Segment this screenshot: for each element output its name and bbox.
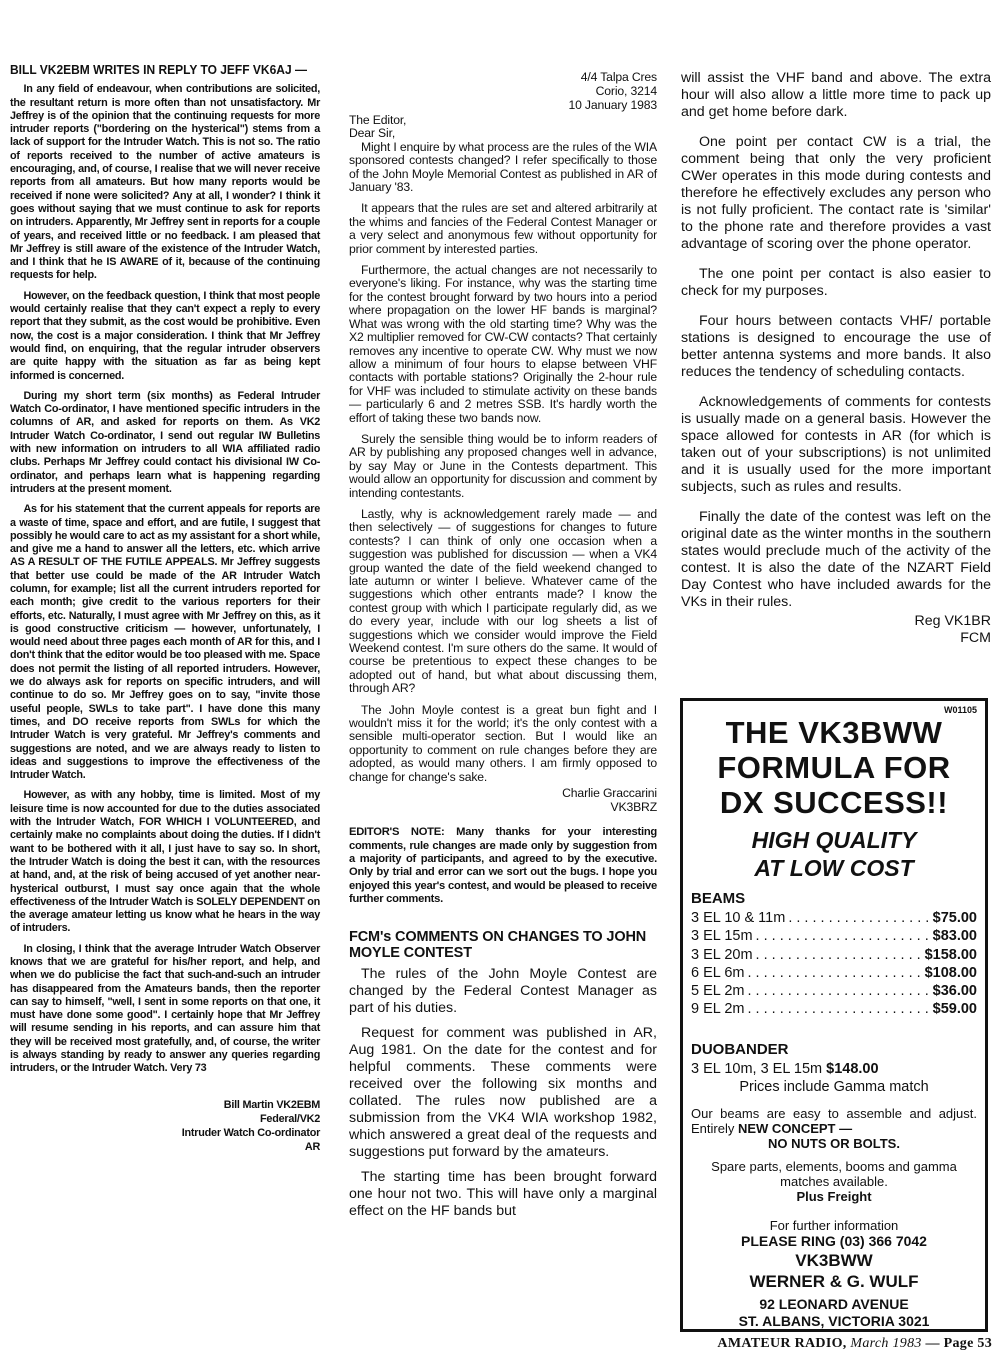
page-footer — [650, 1336, 992, 1352]
price-list — [691, 909, 977, 1019]
duobander-price: $148.00 — [826, 1060, 879, 1077]
paragraph: The starting time has been brought forward one hour not two. This will have only a marginal effect on the HF bands but — [349, 1168, 657, 1219]
letter-vk3brz — [349, 70, 657, 1228]
paragraph: In any field of endeavour, when contributions are solicited, the resultant return is more often than not unsatisfactory. Mr Jeffrey is of the opinion that the continuing requests for more intruder reports ("bordering on the hysterical") stems from a lack of support for the Intruder Watch. This is not so. The ratio of reports received to the number of active amateurs is encouraging, and, of course, I realise that we will never receive reports from all amateurs. But how many reports would be received if none were solicited? Any at all, I wonder? I think it goes without saying that we must continue to ask for reports on intruders. Apparently, Mr Jeffrey sent in reports for a couple of years, and received little or no feedback. I am pleased that Mr Jeffrey is still aware of the existence of the Intruder Watch, and I think that he IS AWARE of it, because of the continuing requests for help. — [10, 83, 321, 282]
paragraph: The rules of the John Moyle Contest are changed by the Federal Contest Manager as part of his duties. — [349, 965, 657, 1016]
price-row — [691, 964, 977, 982]
item-price: $108.00 — [924, 964, 977, 981]
address-line: Corio, 3214 — [595, 84, 657, 98]
ad-subhead — [691, 826, 977, 882]
paragraph: Surely the sensible thing would be to inform readers of AR by publishing any proposed changes well in advance, by say May or June in the Contests department. This would allow an opportunity for discussion and comment by intending contestants. — [349, 431, 657, 500]
salutation: The Editor, — [349, 113, 407, 127]
paragraph: Furthermore, the actual changes are not necessarily to everyone's liking. For instance, why was the starting time for the contest brought forward by two hours into a period where propagation on the lower HF bands is marginal? What was wrong with the old starting time? Why was the X2 multiplier removed for CW-CW contacts? That certainly removes any incentive to operate CW. Why must we now allow a minimum of four hours to elapse between VHF contacts with portable stations? Originally the 2-hour rule for VHF was included to stimulate activity on these bands — particularly 6 and 2 metres SSB. It's hardly worth the effort of taking these two bands now. — [349, 263, 657, 425]
ad-further: For further information — [769, 1217, 899, 1233]
paragraph: Request for comment was published in AR, Aug 1981. On the date for the contest and for helpful comments. These comments were received over the following six months and collated. The rules now published are a submission from the VK4 WIA workshop 1982, which answered a great deal of the requests and suggestions put forward by the amateurs. — [349, 1024, 657, 1160]
item-price: $59.00 — [932, 1001, 977, 1018]
item-price: $83.00 — [932, 928, 977, 945]
ad-freight: Plus Freight — [796, 1188, 872, 1204]
leader-dots — [756, 946, 922, 964]
price-row — [691, 1000, 977, 1018]
duobander-note: Prices include Gamma match — [739, 1078, 929, 1095]
paragraph: It appears that the rules are set and altered arbitrarily at the whims and fancies of the Federal Contest Manager or a very select and anonymous few without opportunity for prior comment by interested parties. — [349, 201, 657, 256]
signature-line: AR — [304, 1140, 321, 1153]
signature-line: Reg VK1BR — [914, 613, 991, 629]
paragraph: One point per contact CW is a trial, the comment being that only the very proficient CWer operates in this mode during contests and therefore he effectively excludes any person who is not fully proficient. The contact rate is 'similar' to the phone rate and therefore provides a vast advantage of scoring over the phone operator. — [681, 134, 991, 252]
item-label: 6 EL 6m — [691, 964, 745, 981]
item-price: $75.00 — [932, 910, 977, 926]
fcm-comments-continued — [681, 70, 991, 647]
headline-line: FORMULA FOR — [717, 750, 951, 785]
item-price: $158.00 — [924, 946, 977, 963]
magazine-name: AMATEUR RADIO, — [717, 1336, 847, 1351]
ad-names: WERNER & G. WULF — [749, 1271, 919, 1291]
page-number: — Page 53 — [925, 1336, 992, 1351]
item-label: 3 EL 10 & 11m — [691, 910, 786, 926]
paragraph: Might I enquire by what process are the rules of the WIA sponsored contests changed? I refer specifically to those of the John Moyle Memorial Contest as published in AR of January '83. — [349, 139, 657, 195]
paragraph: However, as with any hobby, time is limited. Most of my leisure time is now accounted for due to the duties associated with the Intruder Watch, FOR WHICH I VOLUNTEERED, and certainly make no complaints about doing the duties. If I didn't want to be bothered with it all, I just have to say so. In short, the Intruder Watch is doing the best it can, with the resources at hand, and, at the risk of being accused of yet another near-hysterical outburst, I must say once again that the whole effectiveness of the Intruder Watch is SOLELY DEPENDENT on the average amateur letting us know what he hears in the way of intruders. — [10, 789, 321, 935]
ad-phone: PLEASE RING (03) 366 7042 — [741, 1232, 927, 1249]
address-line: 4/4 Talpa Cres — [580, 70, 657, 84]
headline-line: THE VK3BWW — [725, 715, 943, 750]
ad-town: ST. ALBANS, VICTORIA 3021 — [738, 1312, 930, 1329]
leader-dots — [756, 927, 930, 945]
signature-line: FCM — [960, 630, 991, 646]
paragraph: However, on the feedback question, I think that most people would certainly realise that they can't expect a reply to every report that they submit, as the cost would be prohibitive. Even now, the cost is a major consideration. I think that Mr Jeffrey would find, on enquiring, that the regular intruder observers are quite happy with the situation as far as being kept informed is concerned. — [10, 289, 321, 382]
salutation: Dear Sir, — [349, 126, 396, 141]
section-heading: FCM's COMMENTS ON CHANGES TO JOHN MOYLE CONTEST — [349, 928, 647, 962]
paragraph: Finally the date of the contest was left on the original date as the winter months in the southern states would preclude much of the activity of the contest. It is also the date of the NZART Field Day Contest who have included awards for the VKs in their rules. — [681, 509, 991, 610]
signature-line: Intruder Watch Co-ordinator — [181, 1126, 321, 1139]
paragraph: As for his statement that the current appeals for reports are a waste of time, space and effort, and are futile, I suggest that possibly he would care to act as my assistant for a short while, and give me a hand to answer all the letters, etc. which arrive AS A RESULT OF THE FUTILE APPEALS. Mr Jeffrey suggests that better use could be made of the AR Intruder Watch column, for example; list all the current intruders reported for each month; give credit to the various reporters for their efforts, etc. Naturally, I must agree with Mr Jeffrey on this, as it is good constructive criticism — however, unfortunately, I would need about three pages each month of AR for this, and I don't think that the editor would be too pleased with me. Space does not permit the listing of all reported intruders. However, we do always ask for reports on specific intruders, and will continue to do so. Mr Jeffrey goes on to say, "invite those useful people, SWLs to take part". I have done this many times, and DO receive reports from SWLs for which the Intruder Watch is very grateful. Mr Jeffrey's comments and suggestions are noted, and we are always ready to listen to ideas and suggestions to improve the effectiveness of the Intruder Watch. — [10, 503, 321, 782]
easy-new-concept: NEW CONCEPT — — [737, 1120, 853, 1136]
ad-easy-text — [691, 1106, 977, 1136]
paragraph: In closing, I think that the average Intruder Watch Observer knows that we are grateful for his/her report, and help, and when we do publicise the fact that such-and-such an intruder has disappeared from the Amateurs bands, then the reporter can say to himself, "well, I sent in some reports on that one, it must have done some good". I certainly hope that Mr Jeffrey will resume sending in his reports, and can assure him that they will be received most gratefully, and, of course, the writer is always standing by ready to answer any queries regarding intruders, or the Intruder Watch. Very 73 — [10, 942, 321, 1075]
issue-date: March 1983 — [850, 1336, 922, 1351]
price-row — [691, 982, 977, 1000]
item-label: 3 EL 15m — [691, 928, 753, 945]
paragraph: Lastly, why is acknowledgement rarely made — and then selectively — of suggestions for changes to future contests? I can think of only one occasion when a suggestion was published for discussion — when a VK4 group wanted the date of the field weekend changed to late autumn or winter I believe. Whatever came of the suggestions which other entrants made? I know the contest group with which I participate regularly did, as we do every year, include with our log sheets a list of suggestions which we consider would improve the Field Weekend contest. I'm sure others do the same. It would of course be pretentious to expect these changes to be adopted out of hand, but what about discussing them, through AR? — [349, 506, 657, 696]
letter-vk2ebm — [10, 64, 320, 1154]
item-price: $36.00 — [932, 983, 977, 1000]
paragraph: The John Moyle contest is a great bun fight and I wouldn't miss it for the world; it's the only contest with a sensible multi-operator section. But I would like an opportunity to comment on rule changes before they are adopted, as would many others. I am firmly opposed to change for change's sake. — [349, 702, 657, 784]
item-label: 9 EL 2m — [691, 1001, 745, 1018]
duobander-desc: 3 EL 10m, 3 EL 15m — [691, 1060, 823, 1077]
duobander-line — [691, 1060, 977, 1078]
paragraph: During my short term (six months) as Federal Intruder Watch Co-ordinator, I have mentioned specific intruders in the columns of AR, and asked for reports on them. As VK2 Intruder Watch Co-ordinator, I send out regular IW Bulletins with new information on intruders to all WIA affiliated radio clubs. Perhaps Mr Jeffrey could contact his divisional IW Co-ordinator, and perhaps learn what is happening regarding intruders at the present moment. — [10, 389, 321, 495]
leader-dots — [788, 909, 929, 927]
signature-line: Charlie Graccarini — [562, 786, 657, 801]
price-row — [691, 909, 977, 927]
easy-nuts: NO NUTS OR BOLTS. — [768, 1135, 900, 1151]
headline-line: DX SUCCESS!! — [719, 785, 949, 820]
duobander-title: DUOBANDER — [691, 1040, 789, 1058]
price-row — [691, 927, 977, 945]
signature-line: Bill Martin VK2EBM — [223, 1098, 321, 1111]
paragraph: Four hours between contacts VHF/ portable stations is designed to encourage the use of better antenna systems and more bands. It also reduces the tendency of scheduling contacts. — [681, 313, 991, 380]
editors-note: EDITOR'S NOTE: Many thanks for your interesting comments, rule changes are made only by suggestion from a majority of participants, and agreed to by the executive. Only by trial and error can we sort out the bugs. I hope you enjoyed this year's contest, and would be pleased to receive further comments. — [349, 826, 657, 906]
signature-line: VK3BRZ — [610, 800, 657, 815]
price-row — [691, 946, 977, 964]
ad-street: 92 LEONARD AVENUE — [759, 1295, 909, 1312]
leader-dots — [747, 964, 921, 982]
address-line: 10 January 1983 — [568, 98, 657, 112]
paragraph: will assist the VHF band and above. The extra hour will also allow a little more time to pack up and get home before dark. — [681, 70, 991, 120]
sender-address — [349, 70, 657, 112]
beams-title: BEAMS — [691, 890, 746, 907]
item-label: 3 EL 20m — [691, 946, 753, 963]
signature-line: Federal/VK2 — [260, 1112, 321, 1125]
ad-headline — [691, 715, 977, 820]
item-label: 5 EL 2m — [691, 983, 745, 1000]
ad-code: W01105 — [943, 705, 977, 715]
article-heading: BILL VK2EBM WRITES IN REPLY TO JEFF VK6AJ — — [10, 63, 307, 77]
signature-block — [681, 613, 991, 647]
paragraph: Acknowledgements of comments for contests is usually made on a general basis. However the space allowed for contests in AR (for which is taken out of your subscriptions) is not unlimited and it is usually used for the more important subjects, such as rules and results. — [681, 394, 991, 495]
leader-dots — [747, 982, 929, 1000]
subhead-line: AT LOW COST — [754, 855, 914, 881]
signature-block — [349, 786, 657, 814]
ad-callsign: VK3BWW — [795, 1250, 873, 1270]
ad-spare-text: Spare parts, elements, booms and gamma matches available. — [711, 1158, 957, 1189]
paragraph: The one point per contact is also easier to check for my purposes. — [681, 266, 991, 299]
vk3bww-advertisement — [680, 698, 988, 1332]
signature-block — [10, 1098, 320, 1154]
leader-dots — [747, 1000, 929, 1018]
subhead-line: HIGH QUALITY — [751, 827, 917, 853]
easy-line: Our beams are easy to assemble and adjust. Entirely — [691, 1105, 977, 1136]
